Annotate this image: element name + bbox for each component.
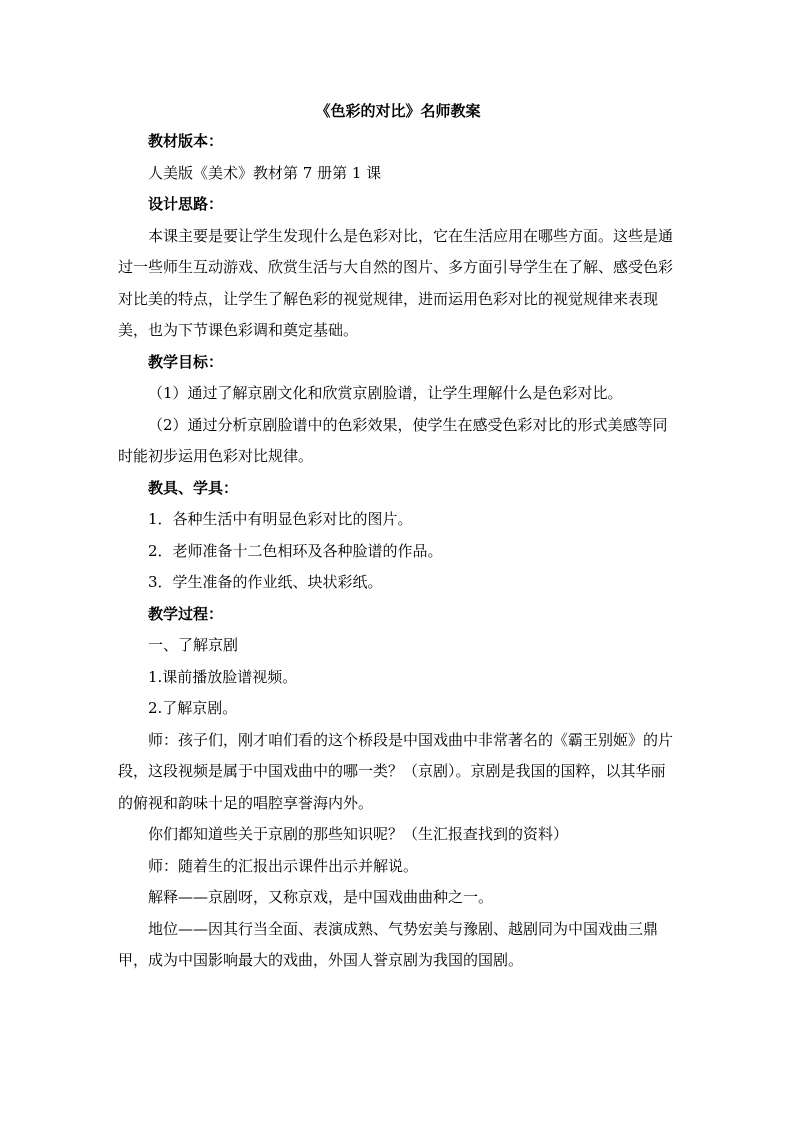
section-heading-teaching-aids: 教具、学具： — [148, 478, 239, 497]
document-content — [118, 96, 678, 977]
process-step-heading: 一、了解京剧 — [148, 636, 239, 654]
process-paragraph-question: 你们都知道些关于京剧的那些知识呢？（生汇报查找到的资料） — [148, 825, 569, 843]
process-paragraph-definition: 解释——京剧呀，又称京戏，是中国戏曲曲种之一。 — [148, 888, 494, 906]
section-heading-teaching-goals: 教学目标： — [148, 352, 224, 371]
teaching-aid-1: 1．各种生活中有明显色彩对比的图片。 — [148, 510, 413, 528]
process-paragraph-teacher-explain: 师：随着生的汇报出示课件出示并解说。 — [148, 856, 419, 875]
paragraph-design-idea: 本课主要是要让学生发现什么是色彩对比，它在生活应用在哪些方面。这些是通过一些师生互动游戏、欣赏生活与大自然的图片、多方面引导学生在了解、感受色彩对比美的特点，让学生了解色彩的视觉规律，进而运用色彩对比的视觉规律来表现美，也为下节课色彩调和奠定基础。 — [118, 226, 674, 339]
section-heading-textbook-version: 教材版本： — [148, 132, 224, 150]
paragraph-textbook-version: 人美版《美术》教材第 7 册第 1 课 — [148, 163, 382, 182]
teaching-goal-2: （2）通过分析京剧脸谱中的色彩效果，使学生在感受色彩对比的形式美感等同时能初步运用色彩对比规律。 — [118, 415, 668, 465]
process-step-1: 1.课前播放脸谱视频。 — [148, 667, 298, 686]
process-paragraph-status: 地位——因其行当全面、表演成熟、气势宏美与豫剧、越剧同为中国戏曲三鼎甲，成为中国影响最大的戏曲，外国人誉京剧为我国的国剧。 — [118, 919, 659, 969]
teaching-goal-1: （1）通过了解京剧文化和欣赏京剧脸谱，让学生理解什么是色彩对比。 — [148, 384, 623, 402]
teaching-aid-2: 2．老师准备十二色相环及各种脸谱的作品。 — [148, 541, 443, 560]
teaching-aid-3: 3．学生准备的作业纸、块状彩纸。 — [148, 573, 383, 591]
process-step-2: 2.了解京剧。 — [148, 699, 238, 717]
process-paragraph-teacher-intro: 师：孩子们，刚才咱们看的这个桥段是中国戏曲中非常著名的《霸王别姬》的片段，这段视频是属于中国戏曲中的哪一类？（京剧）。京剧是我国的国粹，以其华丽的俯视和韵味十足的唱腔享誉海内外。 — [118, 730, 674, 812]
section-heading-design-idea: 设计思路： — [148, 195, 224, 213]
document-title: 《色彩的对比》名师教案 — [315, 102, 481, 120]
section-heading-teaching-process: 教学过程： — [148, 604, 224, 623]
